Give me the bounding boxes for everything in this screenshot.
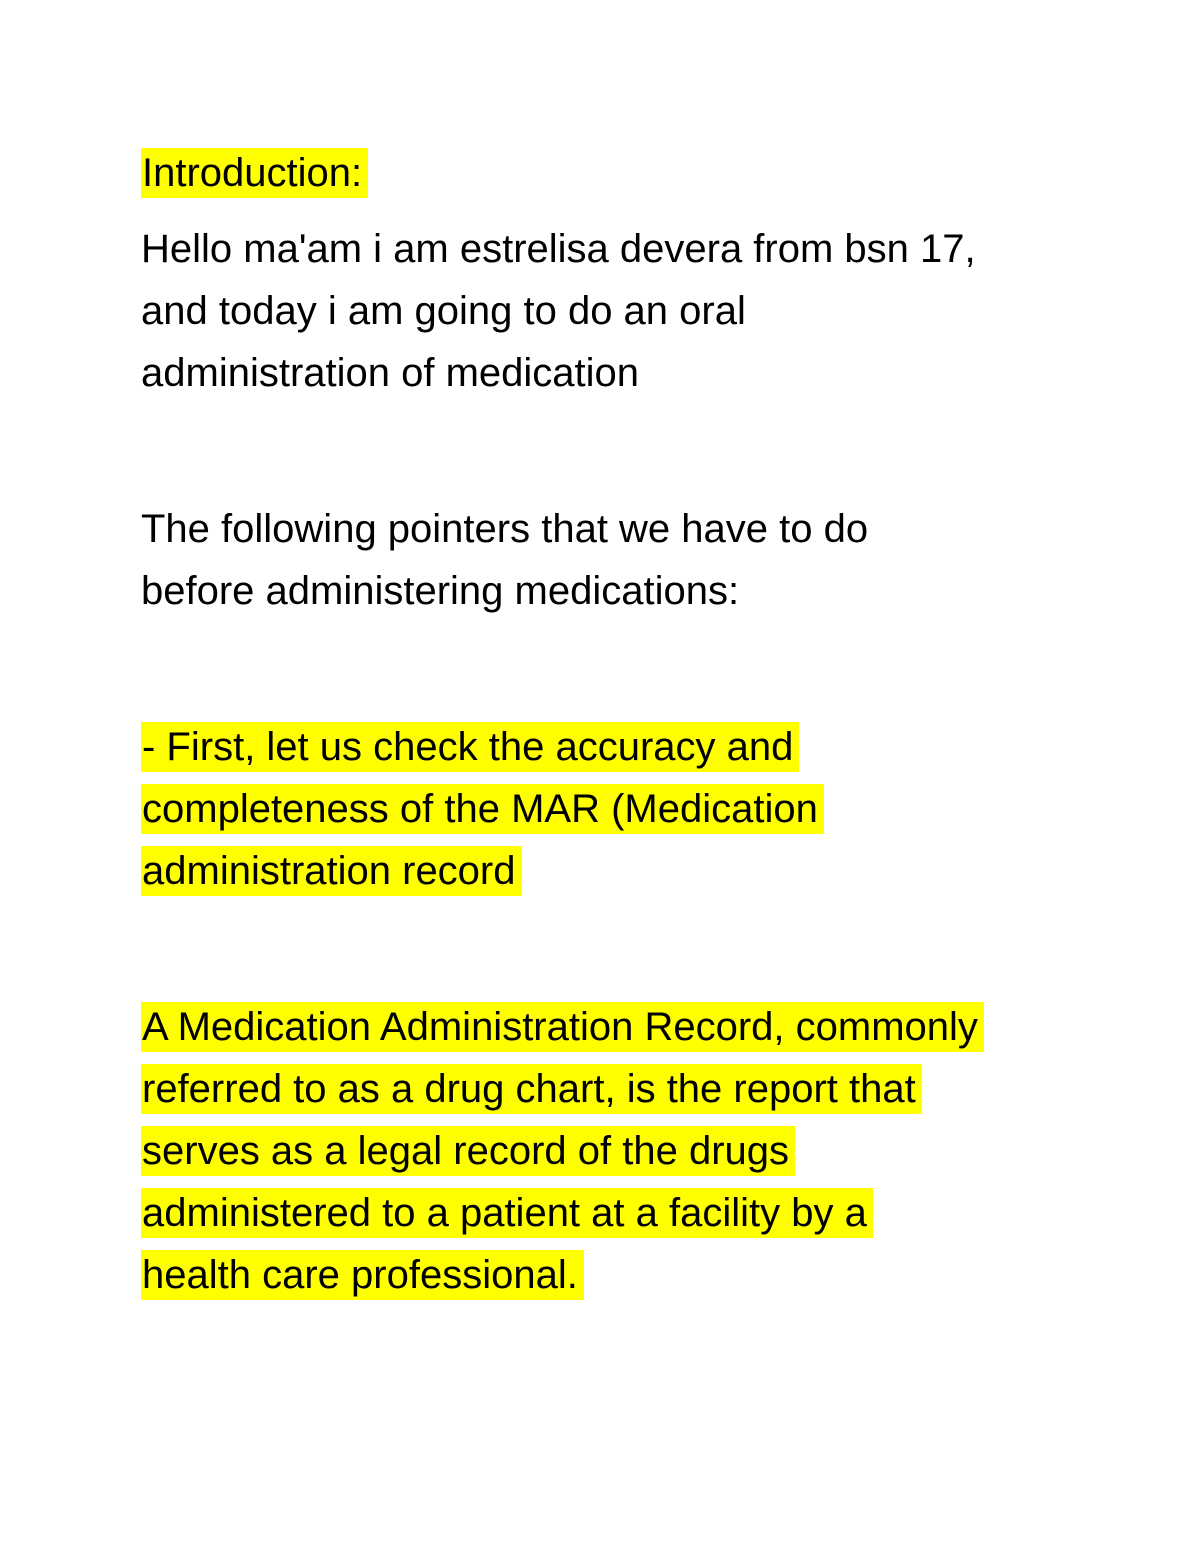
paragraph-line: The following pointers that we have to do bbox=[141, 507, 869, 551]
highlighted-line: completeness of the MAR (Medication bbox=[141, 784, 824, 834]
intro-heading bbox=[141, 142, 1101, 204]
paragraph-line: before administering medications: bbox=[141, 569, 740, 613]
pointers-intro-paragraph bbox=[141, 498, 1101, 622]
highlighted-line: referred to as a drug chart, is the report that bbox=[141, 1064, 922, 1114]
paragraph-line: administration of medication bbox=[141, 351, 640, 395]
highlighted-line: administered to a patient at a facility by a bbox=[141, 1188, 873, 1238]
highlighted-line: A Medication Administration Record, commonly bbox=[141, 1002, 984, 1052]
paragraph-line: and today i am going to do an oral bbox=[141, 289, 746, 333]
highlighted-line: serves as a legal record of the drugs bbox=[141, 1126, 795, 1176]
greeting-paragraph bbox=[141, 218, 1101, 404]
mar-definition-paragraph bbox=[141, 996, 1101, 1306]
paragraph-line: Hello ma'am i am estrelisa devera from bsn 17, bbox=[141, 227, 976, 271]
first-pointer-paragraph bbox=[141, 716, 1101, 902]
highlighted-line: - First, let us check the accuracy and bbox=[141, 722, 799, 772]
highlighted-line: administration record bbox=[141, 846, 522, 896]
highlighted-line: health care professional. bbox=[141, 1250, 584, 1300]
heading-text: Introduction: bbox=[141, 148, 368, 198]
